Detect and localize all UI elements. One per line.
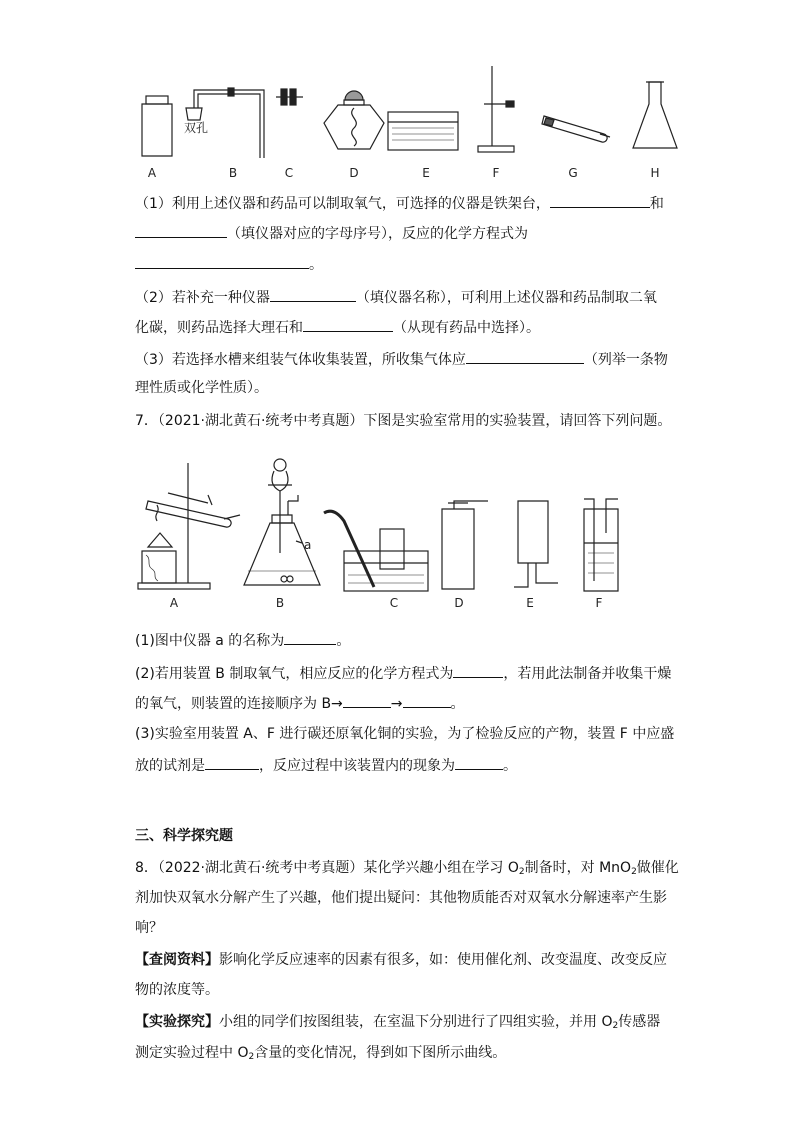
q7-part1: (1)图中仪器 a 的名称为 。 [135,629,350,651]
answer-blank[interactable] [466,348,584,364]
q8-explore-line2: 测定实验过程中 $O_2$含量的变化情况，得到如下图所示曲线。 [135,1045,507,1062]
b-annotation: 双孔 [184,121,209,135]
conical-flask-H-icon [633,82,677,148]
fig1-label-C: C [284,166,294,180]
q7-part2-line2: 的氧气，则装置的连接顺序为 B→ → 。 [135,692,465,714]
answer-blank[interactable] [455,754,503,770]
alcohol-lamp-D-icon [324,91,384,149]
fig1-label-B: B [228,166,238,180]
q6-part1-line2: （填仪器对应的字母序号），反应的化学方程式为 [135,222,528,244]
answer-blank[interactable] [303,316,393,332]
test-tube-G-icon [542,116,610,142]
clip-C-icon [276,89,303,105]
washing-bottle-F-icon [584,499,618,591]
q8-line1: 8．（2022·湖北黄石·统考中考真题）某化学兴趣小组在学习 $O_2$制备时，对 MnO$_2$做催化 [135,860,679,877]
apparatus-figure-1 [128,60,688,185]
iron-stand-F-icon [478,66,514,152]
lookup-tag: 【查阅资料】 [135,952,219,968]
answer-blank[interactable] [343,692,391,708]
trough-collection-C-icon [324,511,428,591]
answer-blank[interactable] [205,754,259,770]
gas-bottle-D-icon [442,501,488,589]
apparatus-figure-2 [128,443,648,613]
section-title: 三、科学探究题 [135,828,233,844]
answer-blank[interactable] [284,629,336,645]
fig1-label-A: A [147,166,157,180]
answer-blank[interactable] [403,692,451,708]
instrument-a-label: a [304,538,312,552]
explore-tag: 【实验探究】 [135,1014,219,1030]
heating-setup-A-icon [138,463,240,589]
fig2-label-E: E [526,596,534,610]
answer-blank[interactable] [135,222,227,238]
flask-funnel-B-icon [244,459,320,585]
fig2-label-C: C [389,596,399,610]
fig2-label-A: A [169,596,179,610]
fig1-label-F: F [492,166,500,180]
q6-part2-line1: （2）若补充一种仪器 （填仪器名称），可利用上述仪器和药品制取二氧 [135,286,657,308]
q8-line2: 剂加快双氧水分解产生了兴趣，他们提出疑问：其他物质能否对双氧水分解速率产生影 [135,890,667,906]
answer-blank[interactable] [135,253,309,269]
fig1-label-H: H [650,166,660,180]
q6-part2-line2: 化碳，则药品选择大理石和 （从现有药品中选择）。 [135,316,540,338]
answer-blank[interactable] [453,662,503,678]
q8-line3: 响？ [135,920,163,936]
q8-explore: 【实验探究】小组的同学们按图组装，在室温下分别进行了四组实验，并用 $O_2$传感器 [135,1014,661,1031]
fig2-label-F: F [595,596,603,610]
q7-part3-line2: 放的试剂是 ，反应过程中该装置内的现象为 。 [135,754,517,776]
q6-part3-line1: （3）若选择水槽来组装气体收集装置，所收集气体应 （列举一条物 [135,348,668,370]
fig1-label-D: D [349,166,359,180]
q6-part1-line1: （1）利用上述仪器和药品可以制取氧气，可选择的仪器是铁架台， 和 [135,192,664,214]
q8-lookup: 【查阅资料】影响化学反应速率的因素有很多，如：使用催化剂、改变温度、改变反应 [135,952,667,968]
answer-blank[interactable] [550,192,650,208]
fig1-label-E: E [422,166,430,180]
q6-part1-line3: 。 [135,253,323,275]
water-trough-E-icon [388,112,458,150]
q7-part2-line1: (2)若用装置 B 制取氧气，相应反应的化学方程式为 ，若用此法制备并收集干燥 [135,662,671,684]
inverted-bottle-E-icon [514,501,558,587]
fig2-label-B: B [275,596,285,610]
fig1-label-G: G [568,166,578,180]
answer-blank[interactable] [270,286,356,302]
bottle-A-icon [142,96,172,156]
q7-stem: 7．（2021·湖北黄石·统考中考真题）下图是实验室常用的实验装置，请回答下列问题。 [135,413,672,429]
fig2-label-D: D [454,596,464,610]
q6-part3-line2: 理性质或化学性质）。 [135,380,268,396]
q7-part3-line1: (3)实验室用装置 A、F 进行碳还原氧化铜的实验，为了检验反应的产物，装置 F 中应盛 [135,726,675,742]
q8-lookup-line2: 物的浓度等。 [135,982,219,998]
